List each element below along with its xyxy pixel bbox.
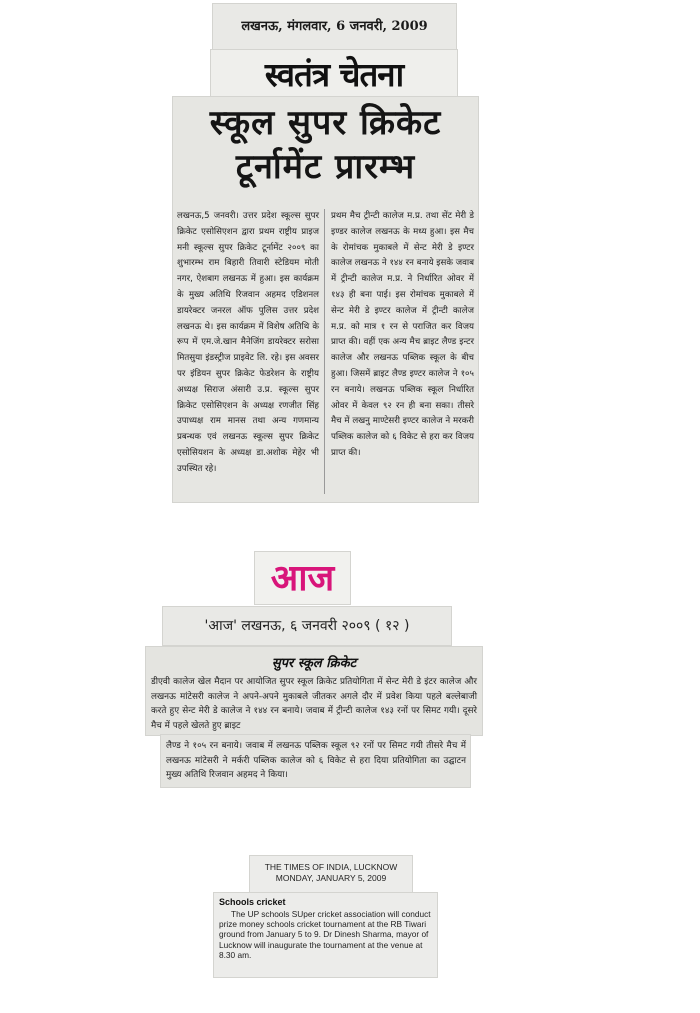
aaj-logo [255, 552, 350, 604]
toi-date: MONDAY, JANUARY 5, 2009 [275, 873, 387, 883]
aaj-article-part-1 [146, 647, 482, 735]
aaj-logo-text: आज [270, 557, 335, 599]
toi-article [214, 893, 437, 977]
aaj-body-text-1: डीएवी कालेज खेल मैदान पर आयोजित सुपर स्कूल क्रिकेट प्रतियोगिता में सेन्ट मेरी डे इंटर कालेज और लखनऊ मांटेसरी कालेज ने अपने-अपने मुकाबले जीतकर अगले दौर में प्रवेश किया पहले बल्लेबाजी करते हुए सेन्ट मेरी डे कालेज ने १४४ रन बनाये। जवाब में ट्रीन्टी कालेज १४३ रनों पर सिमट गयी। दूसरे मैच में पहले खेलते हुए ब्राइट [151, 677, 477, 731]
column-divider [324, 209, 325, 494]
article-column-right: प्रथम मैच ट्रीन्टी कालेज म.प्र. तथा सेंट मेरी डे इण्डर कालेज लखनऊ के मध्य हुआ। इस मैच के रोमांचक मुकाबले में सेन्ट मेरी डे इण्टर कालेज लखनऊ ने १४४ रन बनाये इसके जवाब में ट्रीन्टी कालेज म.प्र. ने निर्धारित ओवर में १४३ ही बना पाई। इस रोमांचक मुकाबले में सेन्ट मेरी डे इण्टर कालेज में ट्रीन्टी कालेज म.प्र. को मात्र १ रन से पराजित कर विजय प्राप्त की। वहीं एक अन्य मैच ब्राइट लैण्ड इन्टर कालेज और लखनऊ पब्लिक स्कूल के बीच हुआ। जिसमें ब्राइट लैण्ड इण्टर कालेज ने १०५ रन बनाये। लखनऊ पब्लिक स्कूल निर्धारित ओवर में केवल ९२ रन ही बना सका। तीसरे मैच में लखनु माण्टेसरी इण्टर कालेज ने मरकरी पब्लिक कालेज को ६ विकेट से हरा कर विजय प्राप्त की। [331, 211, 474, 458]
headline-line-2: टूर्नामेंट प्रारम्भ [235, 147, 416, 187]
swatantra-chetna-article [173, 97, 478, 502]
toi-article-body: The UP schools SUper cricket association will conduct prize money schools cricket tournament at the RB Tiwari ground from January 5 to 9. Dr Dinesh Sharma, mayor of Lucknow will inaugurate the tournament at the venue at 8.30 am. [219, 909, 431, 960]
aaj-article-part-2 [161, 735, 470, 787]
swatantra-chetna-dateline: लखनऊ, मंगलवार, 6 जनवरी, 2009 [213, 4, 456, 52]
aaj-body-text-2: लैण्ड ने १०५ रन बनाये। जवाब में लखनऊ पब्लिक स्कूल ९२ रनों पर सिमट गयी तीसरे मैच में लखनऊ मांटेसरी ने मर्करी पब्लिक कालेज को ६ विकेट से हरा दिया प्रतियोगिता का उद्घाटन मुख्य अतिथि रिजवान अहमद ने किया। [166, 741, 466, 780]
aaj-headline: सुपर स्कूल क्रिकेट [271, 656, 357, 671]
headline-line-1: स्कूल सुपर क्रिकेट [209, 103, 442, 143]
article-column-left: लखनऊ,5 जनवरी। उत्तर प्रदेश स्कूल्स सुपर क्रिकेट एसोसिएशन द्वारा प्रथम राष्ट्रीय प्राइज मनी स्कूल्स सुपर क्रिकेट टूर्नामेंट २००९ का शुभारम्भ राम बिहारी तिवारी स्टेडियम मोती नगर, ऐशबाग लखनऊ में हुआ। इस कार्यक्रम के मुख्य अतिथि रिजवान अहमद एडिशनल डायरेक्टर जनरल ऑफ पुलिस उत्तर प्रदेश लखनऊ थे। इस कार्यक्रम में विशेष अतिथि के रूप में एम.जे.खान मैनेजिंग डायरेक्टर सरोसा मितसुया इंडस्ट्रीज प्राइवेट लि. रहे। इस अवसर पर इंडियन सुपर क्रिकेट फेडरेशन के राष्ट्रीय अध्यक्ष सिराज अंसारी उ.प्र. स्कूल्स सुपर क्रिकेट एसोसिएशन के अध्यक्ष रणजीत सिंह उपाध्यक्ष राम मानस तथा अन्य गणमान्य प्रबन्धक एवं लखनऊ स्कूल्स सुपर क्रिकेट एसोसियशन के अध्यक्ष डा.अशोक मेहेर भी उपस्थित रहे। [177, 211, 319, 474]
article-headline [173, 101, 478, 189]
aaj-dateline: 'आज' लखनऊ, ६ जनवरी २००९ ( १२ ) [163, 607, 451, 645]
swatantra-chetna-masthead: स्वतंत्र चेतना [211, 50, 457, 100]
toi-article-title: Schools cricket [219, 897, 286, 907]
toi-masthead: THE TIMES OF INDIA, LUCKNOW [264, 862, 398, 872]
toi-header [250, 856, 412, 892]
